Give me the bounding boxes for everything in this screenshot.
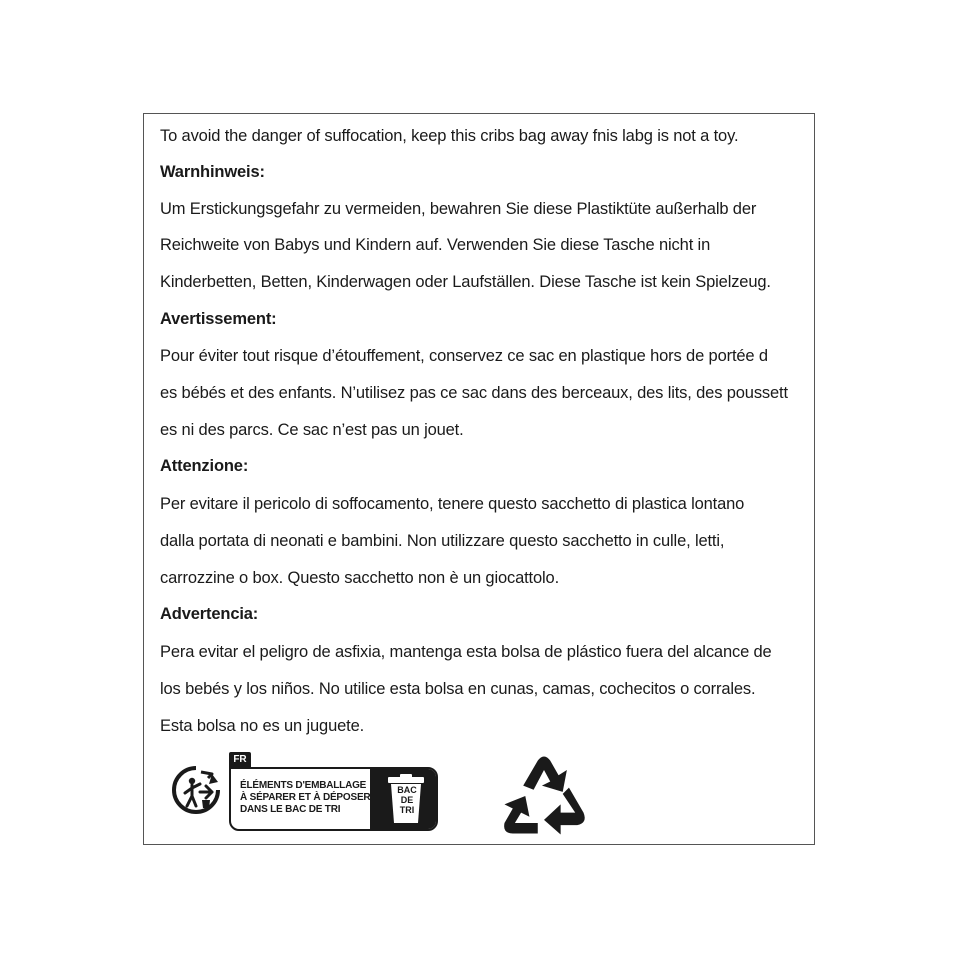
french-heading: Avertissement: bbox=[160, 310, 277, 328]
italian-text-line-3: carrozzine o box. Questo sacchetto non è un giocattolo. bbox=[160, 569, 559, 587]
info-tri-text bbox=[240, 780, 370, 816]
spanish-text-line-2: los bebés y los niños. No utilice esta bolsa en cunas, camas, cochecitos o corrales. bbox=[160, 680, 756, 698]
fr-country-tag: FR bbox=[229, 752, 251, 768]
german-text-line-2: Reichweite von Babys und Kindern auf. Verwenden Sie diese Tasche nicht in bbox=[160, 236, 711, 254]
italian-heading: Attenzione: bbox=[160, 457, 249, 475]
spanish-heading: Advertencia: bbox=[160, 605, 259, 623]
french-text-line-1: Pour éviter tout risque d’étouffement, conservez ce sac en plastique hors de portée d bbox=[160, 347, 768, 365]
german-text-line-1: Um Erstickungsgefahr zu vermeiden, bewahren Sie diese Plastiktüte außerhalb der bbox=[160, 200, 757, 218]
german-text-line-3: Kinderbetten, Betten, Kinderwagen oder Laufställen. Diese Tasche ist kein Spielzeug. bbox=[160, 273, 771, 291]
italian-text-line-1: Per evitare il pericolo di soffocamento, tenere questo sacchetto di plastica lontano bbox=[160, 495, 745, 513]
french-text-line-3: es ni des parcs. Ce sac n’est pas un jouet. bbox=[160, 421, 464, 439]
recycling-logos bbox=[168, 750, 588, 846]
bin-label bbox=[392, 785, 422, 815]
warning-label-box bbox=[143, 113, 815, 845]
bin-label-line-3: TRI bbox=[399, 805, 415, 815]
english-warning-text: To avoid the danger of suffocation, keep this cribs bag away fnis labg is not a toy. bbox=[160, 127, 739, 145]
triman-icon bbox=[168, 762, 224, 818]
recycle-icon bbox=[492, 744, 596, 848]
info-tri-badge bbox=[229, 767, 438, 831]
sorting-bin-panel bbox=[370, 769, 436, 829]
german-heading: Warnhinweis: bbox=[160, 163, 265, 181]
bin-label-line-1: BAC bbox=[397, 785, 417, 795]
spanish-text-line-3: Esta bolsa no es un juguete. bbox=[160, 717, 365, 735]
info-tri-line-1: ÉLÉMENTS D'EMBALLAGE bbox=[240, 780, 367, 791]
spanish-text-line-1: Pera evitar el peligro de asfixia, mantenga esta bolsa de plástico fuera del alcance de bbox=[160, 643, 772, 661]
italian-text-line-2: dalla portata di neonati e bambini. Non utilizzare questo sacchetto in culle, letti, bbox=[160, 532, 725, 550]
info-tri-line-2: À SÉPARER ET À DÉPOSER bbox=[240, 792, 371, 803]
info-tri-line-3: DANS LE BAC DE TRI bbox=[240, 804, 341, 815]
bin-label-line-2: DE bbox=[400, 795, 414, 805]
french-text-line-2: es bébés et des enfants. N’utilisez pas ce sac dans des berceaux, des lits, des poussett bbox=[160, 384, 788, 402]
